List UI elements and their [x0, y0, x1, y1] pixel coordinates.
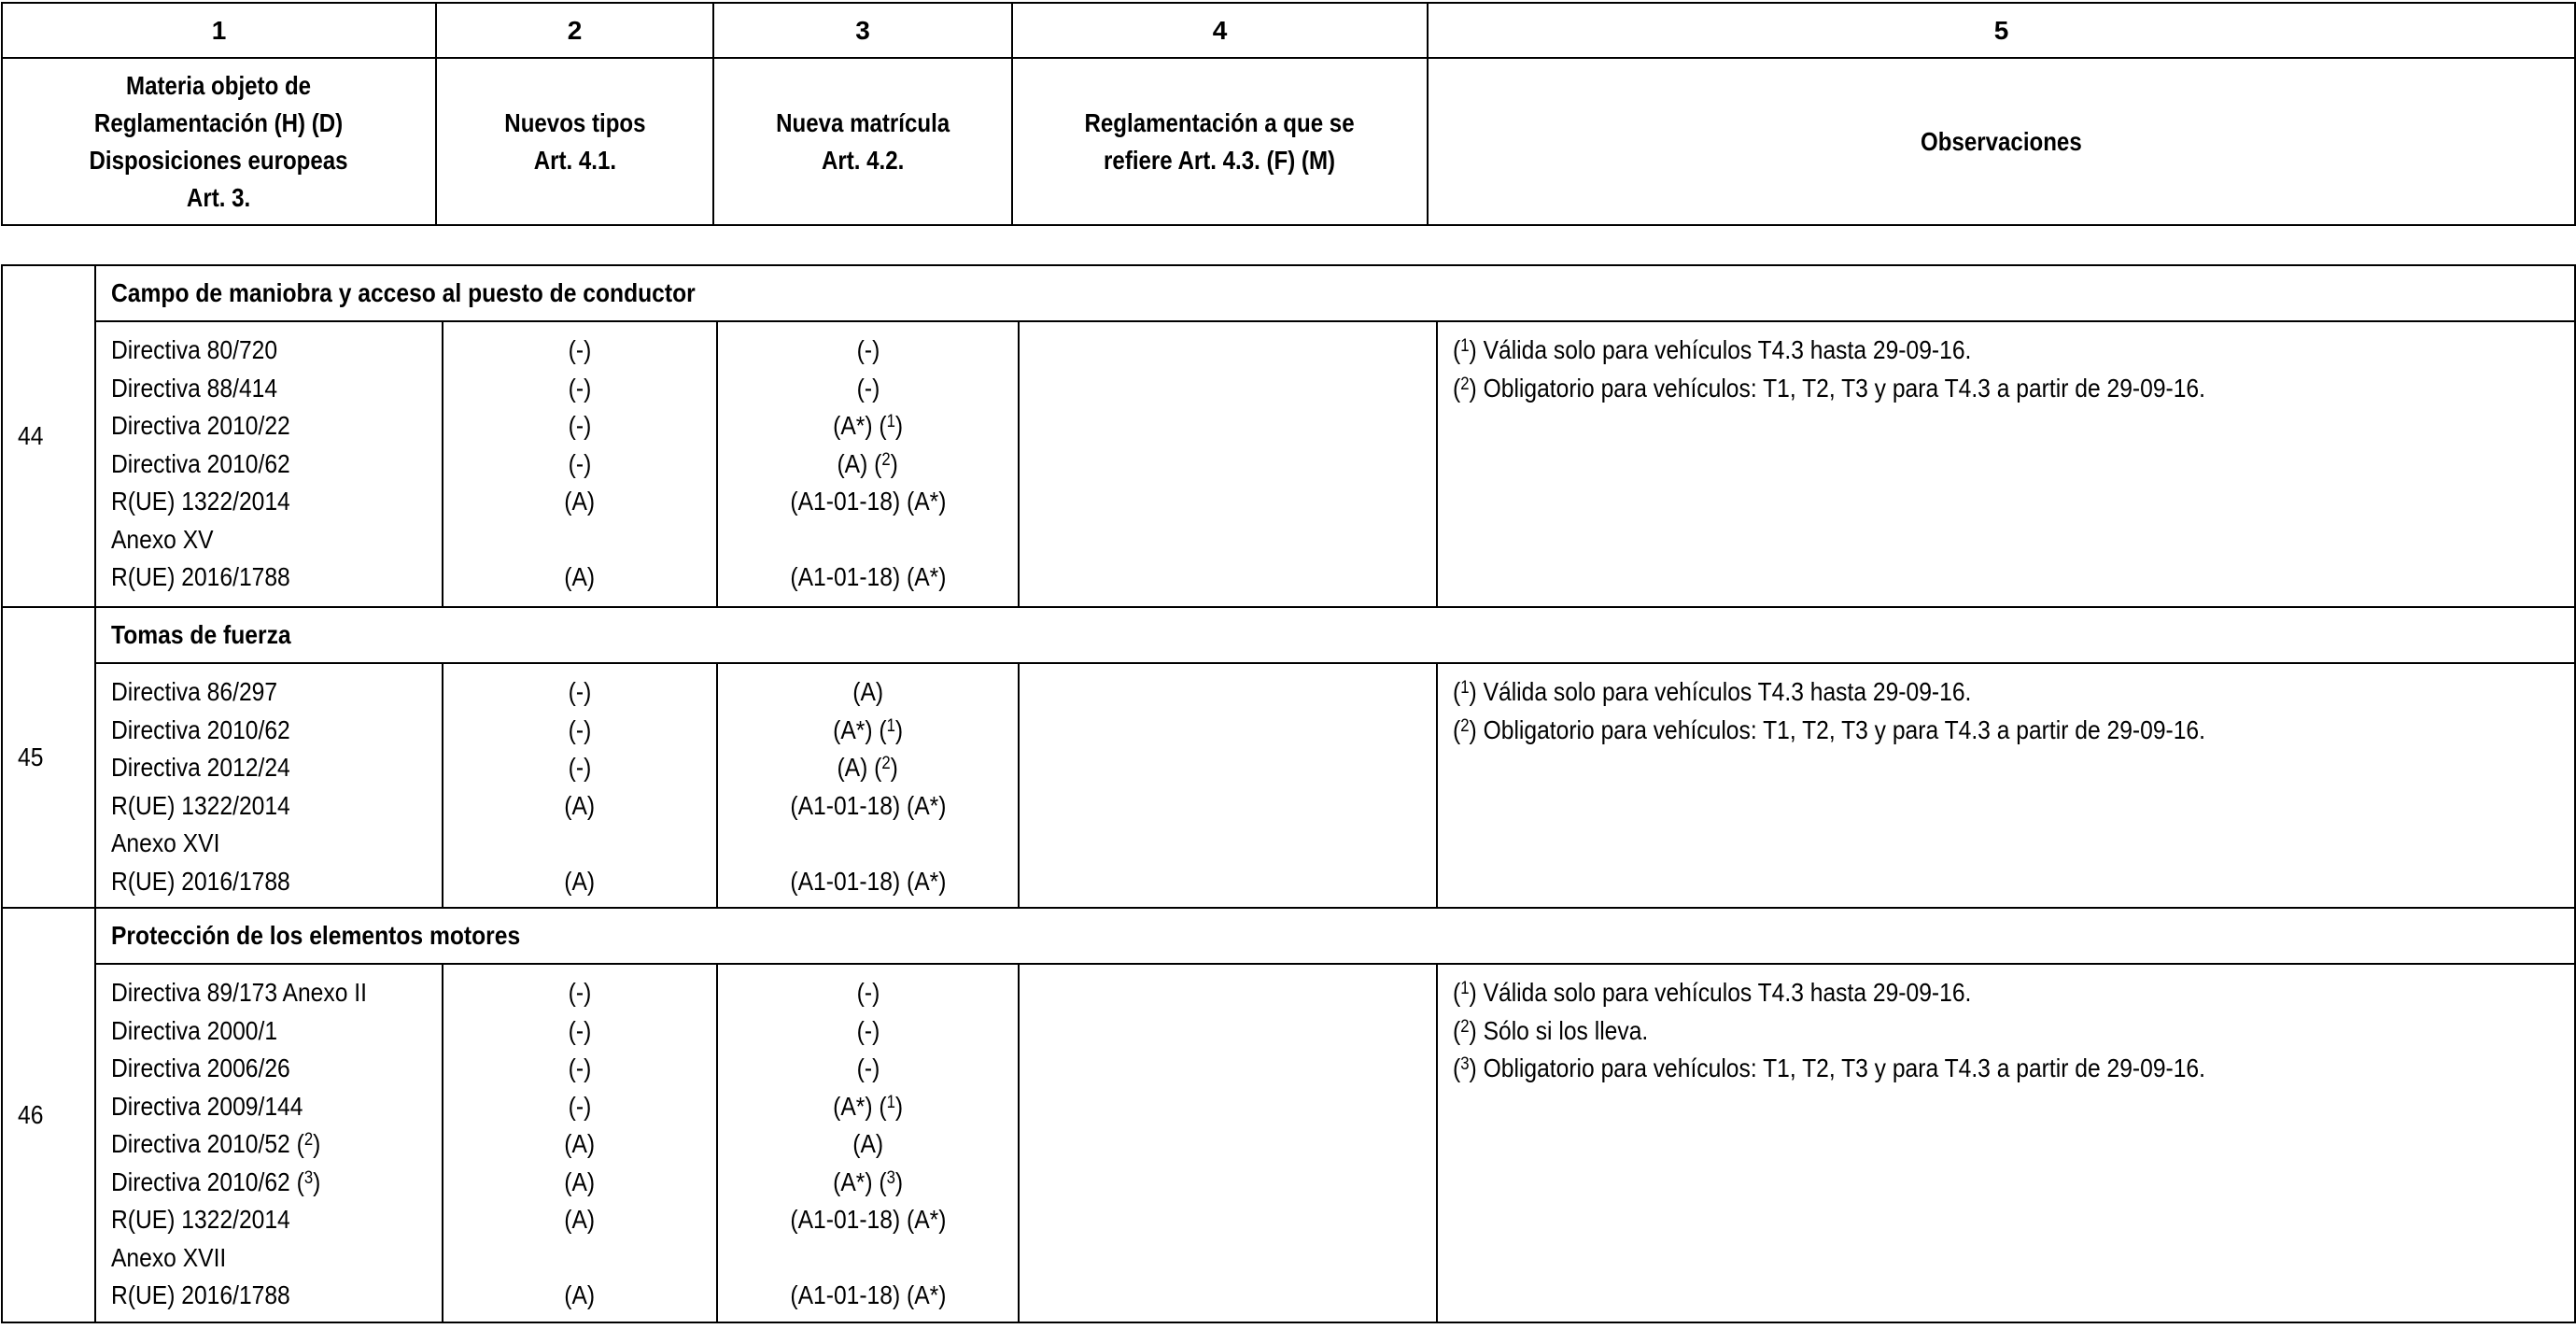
- reference-cell: Directiva 80/720 Directiva 88/414 Directiva 2010/22 Directiva 2010/62 R(UE) 1322/2014 Anexo XV R(UE) 2016/1788: [95, 321, 443, 607]
- nuevos-tipos-cell: (-) (-) (-) (-) (A) (A) (A) (A): [443, 964, 717, 1322]
- section-title: Campo de maniobra y acceso al puesto de conductor: [95, 265, 2575, 321]
- section-content-row: [2, 663, 2575, 908]
- column-label-row: [2, 58, 2575, 225]
- section-title-row: [2, 265, 2575, 321]
- reference-cell: Directiva 86/297 Directiva 2010/62 Directiva 2012/24 R(UE) 1322/2014 Anexo XVI R(UE) 2016/1788: [95, 663, 443, 908]
- column-label-nueva-matricula: Nueva matrícula Art. 4.2.: [713, 58, 1012, 225]
- reference-cell: Directiva 89/173 Anexo II Directiva 2000/1 Directiva 2006/26 Directiva 2009/144 Directiva 2010/52 ($^2$) Directiva 2010/62 ($^3$) R(UE) 1322/2014 Anexo XVII R(UE) 2016/1788: [95, 964, 443, 1322]
- observations-cell: ($^1$) Válida solo para vehículos T4.3 hasta 29-09-16. ($^2$) Sólo si los lleva. ($^3$) Obligatorio para vehículos: T1, T2, T3 y para T4.3 a partir de 29-09-16.: [1437, 964, 2575, 1322]
- column-label-materia: Materia objeto de Reglamentación (H) (D) Disposiciones europeas Art. 3.: [2, 58, 436, 225]
- column-label-reglamentacion: Reglamentación a que se refiere Art. 4.3. (F) (M): [1012, 58, 1428, 225]
- section-number: 44: [2, 265, 95, 607]
- nuevos-tipos-cell: (-) (-) (-) (A) (A): [443, 663, 717, 908]
- column-header-table: [1, 2, 2576, 226]
- section-title: Protección de los elementos motores: [95, 908, 2575, 964]
- section-title-row: [2, 607, 2575, 663]
- regulation-table: [1, 264, 2576, 1323]
- nueva-matricula-cell: (-) (-) (-) (A*) ($^1$) (A) (A*) ($^3$) (A1-01-18) (A*) (A1-01-18) (A*): [717, 964, 1019, 1322]
- nuevos-tipos-cell: (-) (-) (-) (-) (A) (A): [443, 321, 717, 607]
- reglamentacion-cell: [1019, 964, 1437, 1322]
- column-number: 2: [436, 3, 713, 58]
- reglamentacion-cell: [1019, 663, 1437, 908]
- column-number: 5: [1428, 3, 2575, 58]
- column-label-observaciones: Observaciones: [1428, 58, 2575, 225]
- nueva-matricula-cell: (A) (A*) ($^1$) (A) ($^2$) (A1-01-18) (A*) (A1-01-18) (A*): [717, 663, 1019, 908]
- column-number: 4: [1012, 3, 1428, 58]
- nueva-matricula-cell: (-) (-) (A*) ($^1$) (A) ($^2$) (A1-01-18) (A*) (A1-01-18) (A*): [717, 321, 1019, 607]
- section-content-row: [2, 964, 2575, 1322]
- section-number: 45: [2, 607, 95, 908]
- column-number: 3: [713, 3, 1012, 58]
- section-title: Tomas de fuerza: [95, 607, 2575, 663]
- section-number: 46: [2, 908, 95, 1322]
- section-title-row: [2, 908, 2575, 964]
- column-number: 1: [2, 3, 436, 58]
- column-number-row: [2, 3, 2575, 58]
- observations-cell: ($^1$) Válida solo para vehículos T4.3 hasta 29-09-16. ($^2$) Obligatorio para vehículos: T1, T2, T3 y para T4.3 a partir de 29-09-16.: [1437, 663, 2575, 908]
- reglamentacion-cell: [1019, 321, 1437, 607]
- column-label-nuevos-tipos: Nuevos tipos Art. 4.1.: [436, 58, 713, 225]
- observations-cell: ($^1$) Válida solo para vehículos T4.3 hasta 29-09-16. ($^2$) Obligatorio para vehículos: T1, T2, T3 y para T4.3 a partir de 29-09-16.: [1437, 321, 2575, 607]
- section-content-row: [2, 321, 2575, 607]
